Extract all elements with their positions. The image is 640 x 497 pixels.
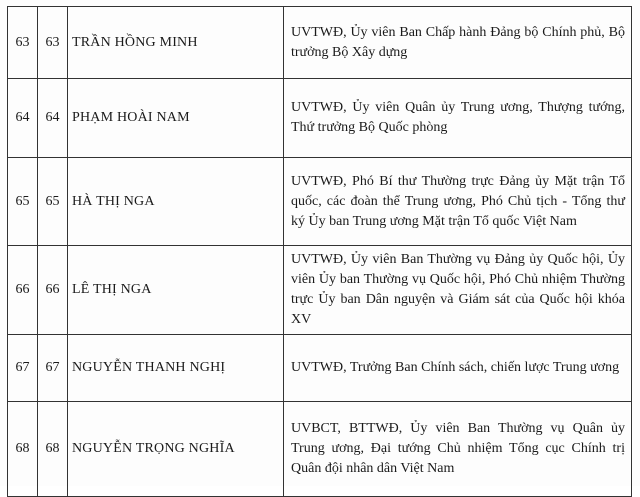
person-name: NGUYỄN TRỌNG NGHĨA (68, 402, 284, 497)
row-index: 64 (38, 79, 68, 158)
position-text: UVTWĐ, Trưởng Ban Chính sách, chiến lược Trung ương (291, 360, 620, 375)
table-row (8, 79, 632, 158)
row-index: 63 (38, 7, 68, 79)
position-text: UVTWĐ, Ủy viên Quân ủy Trung ương, Thượng tướng, Thứ trưởng Bộ Quốc phòng (291, 100, 625, 135)
person-name: LÊ THỊ NGA (68, 246, 284, 335)
row-index: 67 (38, 335, 68, 402)
position-text: UVTWĐ, Phó Bí thư Thường trực Đảng ủy Mặt trận Tổ quốc, các đoàn thể Trung ương, Phó Chủ tịch - Tổng thư ký Ủy ban Trung ương Mặt trận Tổ quốc Việt Nam (291, 173, 625, 229)
position-text: UVTWĐ, Ủy viên Ban Chấp hành Đảng bộ Chính phủ, Bộ trưởng Bộ Xây dựng (291, 24, 625, 60)
person-position (284, 7, 632, 79)
person-position (284, 335, 632, 402)
person-position (284, 79, 632, 158)
person-position (284, 158, 632, 246)
row-number: 68 (8, 402, 38, 497)
person-name: HÀ THỊ NGA (68, 158, 284, 246)
table-row (8, 7, 632, 79)
row-number: 64 (8, 79, 38, 158)
person-name: TRẦN HỒNG MINH (68, 7, 284, 79)
table-row (8, 246, 632, 335)
person-position (284, 246, 632, 335)
row-number: 67 (8, 335, 38, 402)
person-name: PHẠM HOÀI NAM (68, 79, 284, 158)
position-text: UVBCT, BTTWĐ, Ủy viên Ban Thường vụ Quân ủy Trung ương, Đại tướng Chủ nhiệm Tổng cục Chính trị Quân đội nhân dân Việt Nam (291, 421, 625, 476)
row-index: 65 (38, 158, 68, 246)
person-name: NGUYỄN THANH NGHỊ (68, 335, 284, 402)
table-row (8, 158, 632, 246)
position-text: UVTWĐ, Ủy viên Ban Thường vụ Đảng ủy Quốc hội, Ủy viên Ủy ban Thường vụ Quốc hội, Phó Chủ nhiệm Thường trực Ủy ban Dân nguyện và Giám sát của Quốc hội khóa XV (291, 252, 625, 327)
table-row (8, 402, 632, 497)
row-index: 66 (38, 246, 68, 335)
personnel-table (7, 6, 632, 497)
row-number: 66 (8, 246, 38, 335)
table-row (8, 335, 632, 402)
row-number: 63 (8, 7, 38, 79)
row-index: 68 (38, 402, 68, 497)
person-position (284, 402, 632, 497)
row-number: 65 (8, 158, 38, 246)
